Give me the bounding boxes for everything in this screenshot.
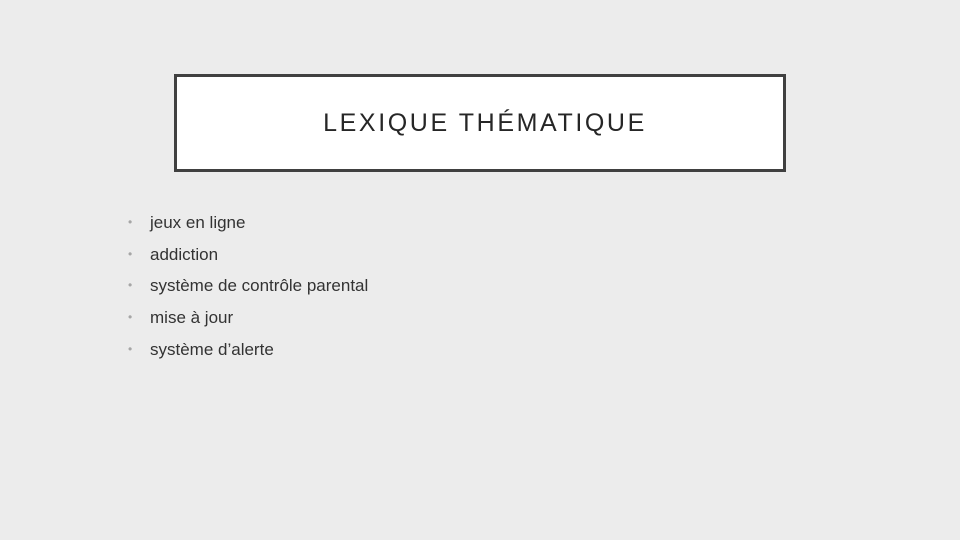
bullet-icon: • (128, 309, 133, 324)
bullet-icon: • (128, 246, 133, 261)
list-item (128, 302, 828, 334)
bullet-icon: • (128, 341, 133, 356)
title-box (174, 74, 786, 172)
list-item (128, 270, 828, 302)
list-item (128, 334, 828, 366)
list-item (128, 239, 828, 271)
list-item-text: système de contrôle parental (150, 276, 369, 296)
list-item-text: système d’alerte (150, 339, 274, 359)
list-item (128, 207, 828, 239)
list-item-text: mise à jour (150, 307, 234, 327)
slide-title: LEXIQUE THÉMATIQUE (323, 109, 647, 137)
bullet-icon: • (128, 214, 133, 229)
list-item-text: jeux en ligne (150, 212, 246, 232)
bullet-icon: • (128, 278, 133, 293)
bullet-list (128, 207, 828, 365)
list-item-text: addiction (150, 244, 219, 264)
